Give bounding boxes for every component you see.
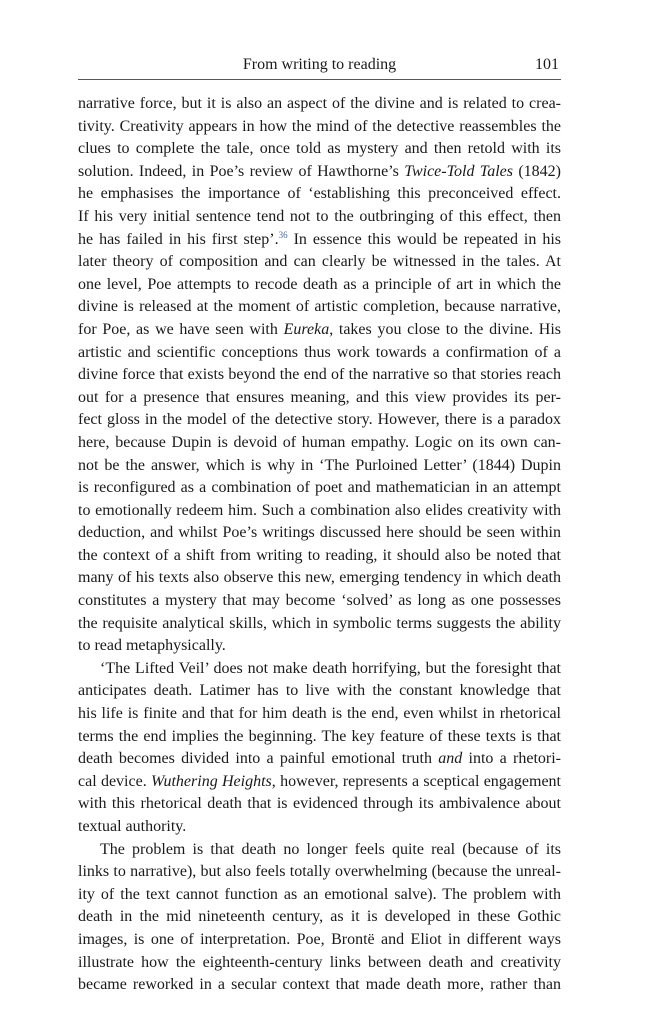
- text-line: links to narrative), but also feels totally overwhelming (because the unreal-: [78, 863, 561, 881]
- italic-title: Eureka: [283, 320, 330, 338]
- italic-title: Twice-Told Tales: [404, 162, 514, 180]
- text-line: to read metaphysically.: [78, 637, 226, 655]
- text-line: anticipates death. Latimer has to live with the constant knowledge that: [78, 682, 561, 700]
- header-rule: [78, 79, 561, 80]
- text-line: many of his texts also observe this new, emerging tendency in which death: [78, 569, 561, 587]
- text-line: artistic and scientific conceptions thus work towards a confirmation of a: [78, 343, 561, 361]
- paragraph-3: [78, 839, 561, 997]
- body-text: [78, 93, 561, 997]
- text-line: he has failed in his first step’.$^{36}$ In essence this would be repeated in his: [78, 229, 561, 248]
- running-header: [78, 54, 561, 76]
- text-line: divine force that exists beyond the end of the narrative so that stories reach: [78, 366, 561, 384]
- text-line: divine is released at the moment of artistic completion, because narrative,: [78, 298, 561, 316]
- text-line: terms the end implies the beginning. The key feature of these texts is that: [78, 727, 561, 745]
- text-line: If his very initial sentence tend not to the outbringing of this effect, then: [78, 207, 561, 225]
- text-line: his life is finite and that for him death is the end, even whilst in rhetorical: [78, 705, 561, 723]
- text-line: fect gloss in the model of the detective story. However, there is a paradox: [78, 411, 561, 429]
- italic-emphasis: and: [438, 750, 463, 768]
- text-line: narrative force, but it is also an aspect of the divine and is related to crea-: [78, 95, 561, 112]
- text-line: one level, Poe attempts to recode death as a principle of art in which the: [78, 275, 561, 293]
- text-line: death becomes divided into a painful emotional truth and into a rhetori-: [78, 750, 562, 768]
- running-title: From writing to reading: [242, 56, 397, 73]
- page-number: 101: [535, 56, 559, 73]
- text-line: death in the mid nineteenth century, as it is developed in these Gothic: [78, 908, 561, 926]
- text-line: later theory of composition and can clearly be witnessed in the tales. At: [78, 253, 561, 271]
- paragraph-1: [78, 93, 561, 658]
- text-line: with this rhetorical death that is evidenced through its ambivalence about: [78, 795, 561, 813]
- text-line: solution. Indeed, in Poe’s review of Hawthorne’s Twice-Told Tales (1842): [78, 162, 562, 180]
- text-line: is reconfigured as a combination of poet and mathematician in an attempt: [78, 479, 561, 497]
- footnote-reference[interactable]: 36: [278, 229, 288, 240]
- text-line: to emotionally redeem him. Such a combination also elides creativity with: [78, 501, 561, 519]
- text-line: deduction, and whilst Poe’s writings discussed here should be seen within: [78, 524, 561, 542]
- text-line: tivity. Creativity appears in how the mind of the detective reassembles the: [78, 117, 561, 135]
- text-line: ity of the text cannot function as an emotional salve). The problem with: [78, 885, 561, 903]
- text-line: constitutes a mystery that may become ‘solved’ as long as one possesses: [78, 592, 561, 610]
- text-line: The problem is that death no longer feels quite real (because of its: [100, 840, 561, 858]
- text-line: cal device. Wuthering Heights, however, represents a sceptical engagement: [78, 772, 562, 790]
- text-line: out for a presence that ensures meaning, and this view provides its per-: [78, 388, 561, 406]
- text-line: not be the answer, which is why in ‘The Purloined Letter’ (1844) Dupin: [78, 456, 561, 474]
- text-line: illustrate how the eighteenth-century links between death and creativity: [78, 953, 561, 971]
- text-line: textual authority.: [78, 818, 187, 835]
- italic-title: Wuthering Heights: [151, 772, 272, 790]
- text-line: he emphasises the importance of ‘establishing this preconceived effect.: [78, 185, 561, 203]
- text-line: for Poe, as we have seen with Eureka, takes you close to the divine. His: [78, 320, 562, 338]
- text-line: ‘The Lifted Veil’ does not make death horrifying, but the foresight that: [100, 659, 561, 677]
- text-line: clues to complete the tale, once told as mystery and then retold with its: [78, 140, 561, 158]
- text-line: became reworked in a secular context that made death more, rather than: [78, 976, 561, 994]
- text-line: here, because Dupin is devoid of human empathy. Logic on its own can-: [78, 433, 561, 451]
- paragraph-2: [78, 658, 561, 839]
- text-line: images, is one of interpretation. Poe, Brontë and Eliot in different ways: [78, 930, 561, 948]
- text-line: the context of a shift from writing to reading, it should also be noted that: [78, 546, 561, 564]
- text-line: the requisite analytical skills, which in symbolic terms suggests the ability: [78, 614, 561, 632]
